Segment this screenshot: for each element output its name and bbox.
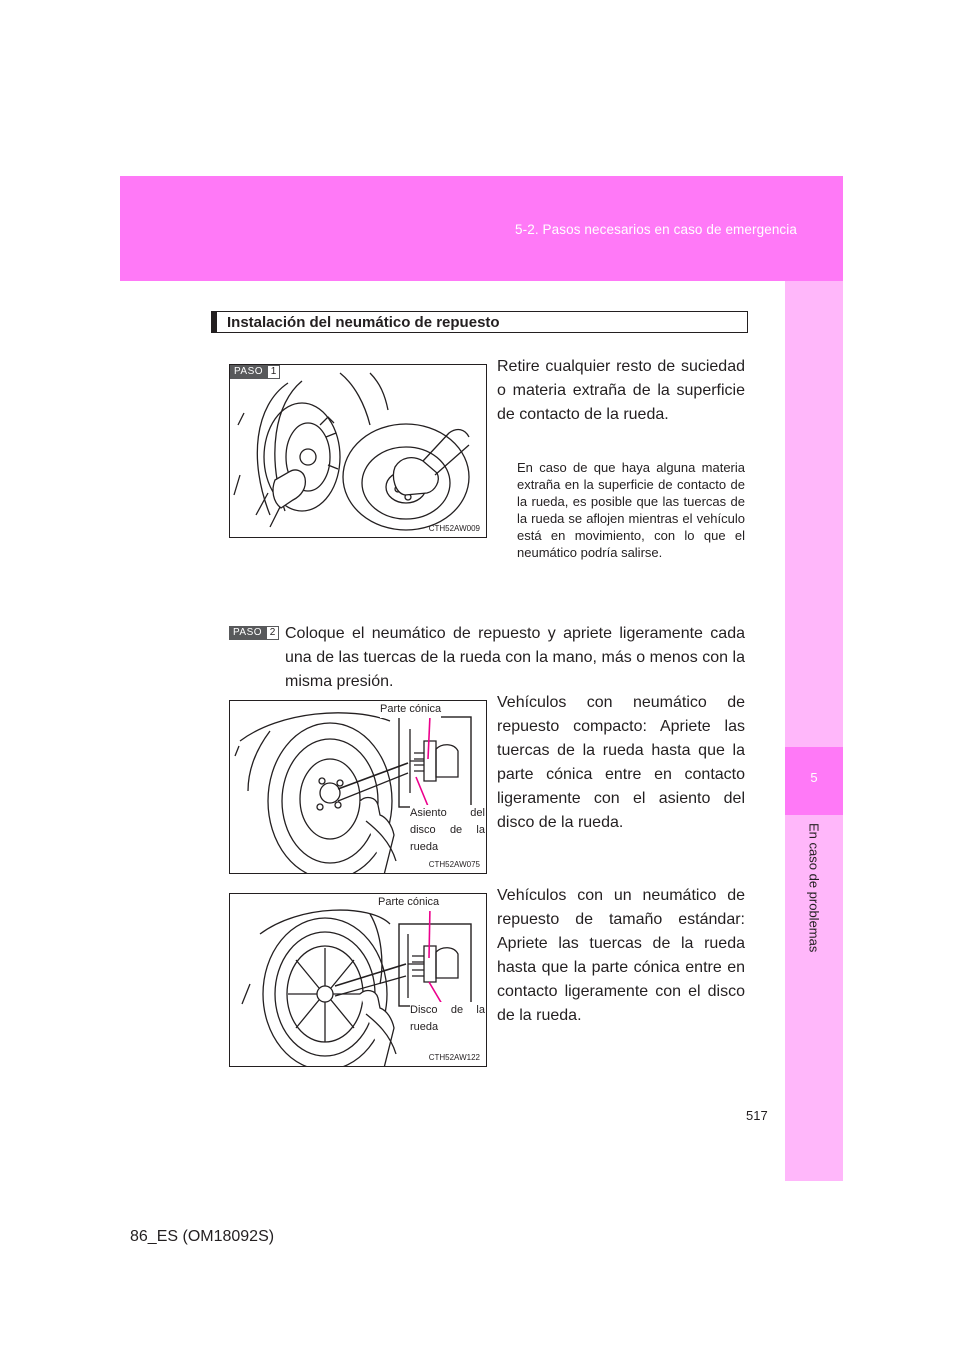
callout-cone-part: Parte cónica: [380, 701, 441, 718]
step-2-text: Coloque el neumático de repuesto y apriete ligeramente cada una de las tuercas de la rueda con la mano, más o menos con la misma presión.: [285, 625, 745, 690]
chapter-title: En caso de problemas: [806, 823, 822, 953]
figure-clean-wheel: [229, 364, 487, 538]
step-badge-number: 2: [266, 626, 279, 640]
figure-compact-spare: [229, 700, 487, 874]
chapter-side-tab[interactable]: [785, 281, 843, 1181]
page-number: 517: [746, 1108, 768, 1123]
step-1-text: Retire cualquier resto de suciedad o materia extraña de la superficie de contacto de la rueda.: [497, 358, 745, 423]
chapter-tab-active[interactable]: [785, 747, 843, 815]
step-badge-word: PASO: [229, 626, 266, 640]
footer-code: 86_ES (OM18092S): [130, 1228, 275, 1245]
clean-wheel-illustration: [230, 365, 487, 538]
callout-wheel-disc: Disco de la rueda: [410, 1002, 485, 1036]
step-badge-word: PASO: [230, 365, 267, 379]
callout-wheel-seat: Asiento del disco de la rueda: [410, 805, 485, 856]
step-badge-number: 1: [267, 365, 280, 379]
chapter-number: 5: [810, 770, 818, 785]
standard-spare-illustration: [230, 894, 487, 1067]
figure-code: CTH52AW075: [428, 860, 480, 869]
heading-bar: [212, 312, 217, 332]
section-title: Instalación del neumático de repuesto: [227, 314, 500, 331]
callout-cone-part: Parte cónica: [378, 894, 439, 911]
figure-standard-spare: [229, 893, 487, 1067]
step-badge-1: [230, 365, 280, 379]
compact-spare-text: Vehículos con neumático de repuesto compacto: Apriete las tuercas de la rueda hasta que la parte cónica entre en contacto ligeramente con el asiento del disco de la rueda.: [497, 694, 745, 831]
step-1-note: En caso de que haya alguna materia extraña en la superficie de contacto de la rueda, es posible que las tuercas de la rueda se aflojen mientras el vehículo está en movimiento, con lo que el neumático podría salirse.: [517, 460, 745, 560]
figure-code: CTH52AW122: [428, 1053, 480, 1062]
standard-spare-text: Vehículos con un neumático de repuesto de tamaño estándar: Apriete las tuercas de la rueda hasta que la parte cónica entre en contacto ligeramente con el disco de la rueda.: [497, 887, 745, 1024]
step-badge-2: [229, 626, 279, 640]
header-band: [120, 176, 843, 281]
chapter-title-container: [785, 815, 843, 985]
section-header-text: 5-2. Pasos necesarios en caso de emergencia: [515, 222, 797, 237]
section-heading: [211, 311, 748, 333]
figure-code: CTH52AW009: [428, 524, 480, 533]
